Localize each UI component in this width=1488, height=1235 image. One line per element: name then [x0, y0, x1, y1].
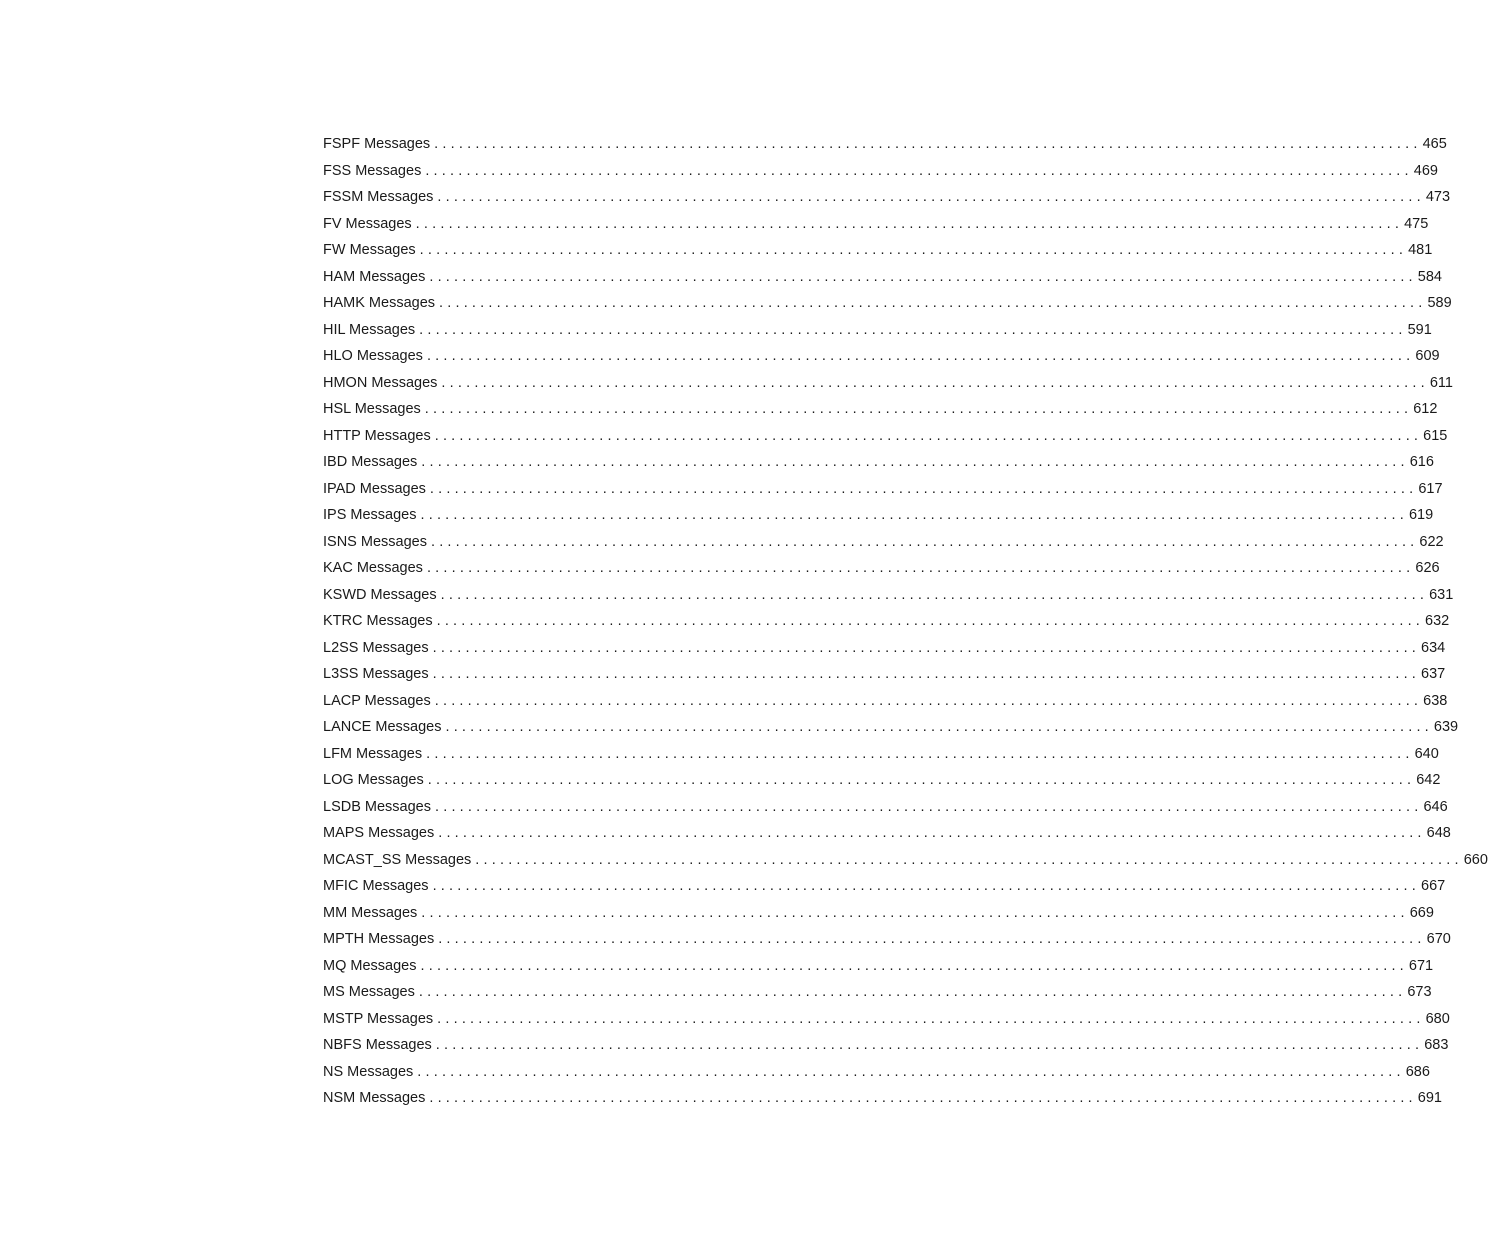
toc-entry-page-number[interactable]: 589: [1427, 295, 1452, 311]
toc-entry-title[interactable]: MS Messages: [323, 984, 415, 1000]
dot-leader: ........................................................................................................................: [437, 1010, 1425, 1027]
toc-entry-title[interactable]: KAC Messages: [323, 560, 423, 576]
toc-entry[interactable]: [323, 956, 1434, 983]
dot-leader: ........................................................................................................................: [432, 878, 1420, 894]
toc-entry[interactable]: [323, 1062, 1430, 1089]
toc-entry-page-number[interactable]: 686: [1405, 1063, 1430, 1080]
dot-leader: ........................................................................................................................: [421, 904, 1409, 921]
toc-entry[interactable]: [323, 532, 1444, 559]
toc-entry-page-number[interactable]: 691: [1417, 1090, 1442, 1106]
dot-leader: ........................................................................................................................: [420, 957, 1408, 974]
toc-entry-title[interactable]: HTTP Messages: [323, 427, 431, 444]
toc-entry-page-number[interactable]: 626: [1415, 560, 1440, 576]
toc-entry-page-number[interactable]: 671: [1408, 957, 1434, 974]
toc-entry-title[interactable]: HAMK Messages: [323, 295, 436, 311]
toc-entry[interactable]: [323, 346, 1440, 373]
toc-entry[interactable]: [323, 1088, 1442, 1115]
toc-entry[interactable]: [323, 1035, 1449, 1062]
toc-entry-page-number[interactable]: 667: [1421, 878, 1446, 894]
toc-entry[interactable]: [323, 452, 1434, 479]
toc-entry-page-number[interactable]: 617: [1418, 480, 1443, 497]
dot-leader: ........................................................................................................................: [432, 666, 1421, 682]
dot-leader: ........................................................................................................................: [417, 1063, 1405, 1080]
toc-entry-page-number[interactable]: 615: [1423, 427, 1448, 444]
toc-entry-title[interactable]: KTRC Messages: [323, 613, 433, 629]
toc-entry-page-number[interactable]: 584: [1417, 268, 1442, 285]
toc-entry[interactable]: [323, 638, 1446, 665]
toc-entry-page-number[interactable]: 473: [1425, 189, 1451, 205]
toc-entry[interactable]: [323, 929, 1451, 956]
toc-entry-title[interactable]: LANCE Messages: [323, 719, 442, 735]
toc-entry[interactable]: [323, 982, 1432, 1009]
toc-entry-page-number[interactable]: 660: [1463, 851, 1488, 868]
dot-leader: ........................................................................................................................: [438, 931, 1426, 947]
dot-leader: ........................................................................................................................: [435, 1037, 1424, 1053]
toc-entry[interactable]: [323, 134, 1447, 161]
toc-entry-page-number[interactable]: 612: [1413, 401, 1438, 417]
toc-entry-page-number[interactable]: 639: [1433, 719, 1459, 735]
toc-entry-title[interactable]: MFIC Messages: [323, 878, 429, 894]
toc-entry-title[interactable]: LOG Messages: [323, 772, 424, 788]
toc-entry-title[interactable]: IBD Messages: [323, 454, 418, 470]
toc-entry-page-number[interactable]: 640: [1414, 745, 1439, 762]
toc-entry-title[interactable]: MCAST_SS Messages: [323, 851, 472, 868]
toc-entry-title[interactable]: HSL Messages: [323, 401, 421, 417]
toc-entry-title[interactable]: HIL Messages: [323, 321, 416, 338]
toc-entry[interactable]: [323, 744, 1439, 771]
toc-entry-page-number[interactable]: 637: [1421, 666, 1446, 682]
toc-entry-title[interactable]: MQ Messages: [323, 957, 417, 974]
toc-entry-title[interactable]: KSWD Messages: [323, 586, 437, 603]
dot-leader: ........................................................................................................................: [426, 745, 1414, 762]
toc-entry-title[interactable]: FSS Messages: [323, 162, 422, 179]
dot-leader: ........................................................................................................................: [445, 719, 1433, 735]
toc-entry-page-number[interactable]: 611: [1429, 374, 1453, 391]
dot-leader: ........................................................................................................................: [429, 1090, 1417, 1106]
toc-entry-page-number[interactable]: 481: [1408, 242, 1433, 258]
dot-leader: ........................................................................................................................: [437, 189, 1425, 205]
toc-entry-title[interactable]: FV Messages: [323, 215, 412, 232]
dot-leader: ........................................................................................................................: [421, 454, 1409, 470]
toc-entry[interactable]: [323, 611, 1450, 638]
toc-entry-title[interactable]: FSSM Messages: [323, 189, 434, 205]
toc-entry[interactable]: [323, 664, 1446, 691]
toc-entry[interactable]: [323, 399, 1438, 426]
dot-leader: ........................................................................................................................: [419, 242, 1408, 258]
toc-entry[interactable]: [323, 903, 1434, 930]
dot-leader: ........................................................................................................................: [425, 162, 1413, 179]
toc-entry-title[interactable]: LSDB Messages: [323, 798, 431, 815]
dot-leader: ........................................................................................................................: [475, 851, 1463, 868]
toc-entry[interactable]: [323, 426, 1448, 453]
toc-entry-page-number[interactable]: 648: [1426, 825, 1451, 841]
toc-entry-page-number[interactable]: 616: [1409, 454, 1434, 470]
toc-entry[interactable]: [323, 876, 1446, 903]
dot-leader: ........................................................................................................................: [419, 321, 1407, 338]
dot-leader: ........................................................................................................................: [441, 374, 1429, 391]
dot-leader: ........................................................................................................................: [424, 401, 1413, 417]
toc-entry-page-number[interactable]: 680: [1425, 1010, 1450, 1027]
dot-leader: ........................................................................................................................: [415, 215, 1404, 232]
toc-entry[interactable]: [323, 214, 1429, 241]
toc-entry-page-number[interactable]: 646: [1423, 798, 1448, 815]
dot-leader: ........................................................................................................................: [420, 507, 1408, 523]
dot-leader: ........................................................................................................................: [432, 639, 1421, 656]
toc-entry[interactable]: [323, 320, 1432, 347]
toc-entry[interactable]: [323, 770, 1441, 797]
dot-leader: ........................................................................................................................: [434, 692, 1423, 709]
toc-entry-page-number[interactable]: 669: [1409, 904, 1434, 921]
toc-entry-page-number[interactable]: 631: [1429, 586, 1454, 603]
toc-entry-title[interactable]: FSPF Messages: [323, 136, 431, 152]
table-of-contents: [323, 134, 1488, 1115]
toc-entry[interactable]: [323, 823, 1451, 850]
toc-entry-page-number[interactable]: 638: [1423, 692, 1448, 709]
dot-leader: ........................................................................................................................: [434, 136, 1422, 152]
toc-entry-title[interactable]: NBFS Messages: [323, 1037, 432, 1053]
dot-leader: ........................................................................................................................: [435, 798, 1423, 815]
dot-leader: ........................................................................................................................: [418, 984, 1407, 1000]
toc-entry[interactable]: [323, 293, 1452, 320]
toc-entry-title[interactable]: HMON Messages: [323, 374, 438, 391]
toc-entry[interactable]: [323, 558, 1440, 585]
toc-entry-page-number[interactable]: 619: [1408, 507, 1434, 523]
dot-leader: ........................................................................................................................: [429, 480, 1418, 497]
toc-entry[interactable]: [323, 161, 1438, 188]
toc-entry-page-number[interactable]: 642: [1416, 772, 1441, 788]
toc-entry-title[interactable]: NS Messages: [323, 1063, 414, 1080]
toc-entry-title[interactable]: ISNS Messages: [323, 533, 427, 550]
toc-entry-title[interactable]: IPAD Messages: [323, 480, 426, 497]
toc-entry[interactable]: [323, 717, 1459, 744]
toc-entry-page-number[interactable]: 634: [1421, 639, 1446, 656]
toc-entry-page-number[interactable]: 475: [1404, 215, 1429, 232]
dot-leader: ........................................................................................................................: [439, 295, 1427, 311]
toc-entry-page-number[interactable]: 632: [1425, 613, 1450, 629]
toc-entry-page-number[interactable]: 591: [1407, 321, 1432, 338]
toc-entry[interactable]: [323, 240, 1433, 267]
toc-entry-title[interactable]: MSTP Messages: [323, 1010, 434, 1027]
dot-leader: ........................................................................................................................: [426, 560, 1415, 576]
toc-entry-title[interactable]: FW Messages: [323, 242, 416, 258]
toc-entry-title[interactable]: HLO Messages: [323, 348, 423, 364]
toc-entry-page-number[interactable]: 609: [1415, 348, 1440, 364]
dot-leader: ........................................................................................................................: [434, 427, 1423, 444]
dot-leader: ........................................................................................................................: [440, 586, 1429, 603]
toc-entry[interactable]: [323, 691, 1448, 718]
dot-leader: ........................................................................................................................: [430, 533, 1419, 550]
toc-entry-page-number[interactable]: 469: [1413, 162, 1438, 179]
toc-entry-title[interactable]: MAPS Messages: [323, 825, 435, 841]
toc-entry[interactable]: [323, 797, 1448, 824]
dot-leader: ........................................................................................................................: [429, 268, 1417, 285]
toc-entry[interactable]: [323, 585, 1454, 612]
toc-entry-title[interactable]: NSM Messages: [323, 1090, 426, 1106]
dot-leader: ........................................................................................................................: [426, 348, 1415, 364]
toc-entry-title[interactable]: IPS Messages: [323, 507, 417, 523]
toc-entry[interactable]: [323, 187, 1451, 214]
toc-entry[interactable]: [323, 505, 1434, 532]
toc-entry[interactable]: [323, 267, 1442, 294]
toc-entry-page-number[interactable]: 465: [1422, 136, 1447, 152]
dot-leader: ........................................................................................................................: [427, 772, 1416, 788]
toc-entry-title[interactable]: LFM Messages: [323, 745, 423, 762]
toc-entry-title[interactable]: HAM Messages: [323, 268, 426, 285]
toc-entry-page-number[interactable]: 622: [1419, 533, 1444, 550]
toc-entry[interactable]: [323, 1009, 1450, 1036]
toc-entry-page-number[interactable]: 683: [1424, 1037, 1449, 1053]
toc-entry-title[interactable]: L2SS Messages: [323, 639, 429, 656]
toc-entry-page-number[interactable]: 670: [1426, 931, 1451, 947]
toc-entry[interactable]: [323, 850, 1488, 877]
dot-leader: ........................................................................................................................: [438, 825, 1426, 841]
toc-entry-title[interactable]: LACP Messages: [323, 692, 431, 709]
toc-entry[interactable]: [323, 479, 1443, 506]
toc-entry[interactable]: [323, 373, 1453, 400]
toc-entry-title[interactable]: MM Messages: [323, 904, 418, 921]
toc-entry-title[interactable]: MPTH Messages: [323, 931, 435, 947]
dot-leader: ........................................................................................................................: [436, 613, 1425, 629]
toc-entry-title[interactable]: L3SS Messages: [323, 666, 429, 682]
toc-entry-page-number[interactable]: 673: [1407, 984, 1432, 1000]
